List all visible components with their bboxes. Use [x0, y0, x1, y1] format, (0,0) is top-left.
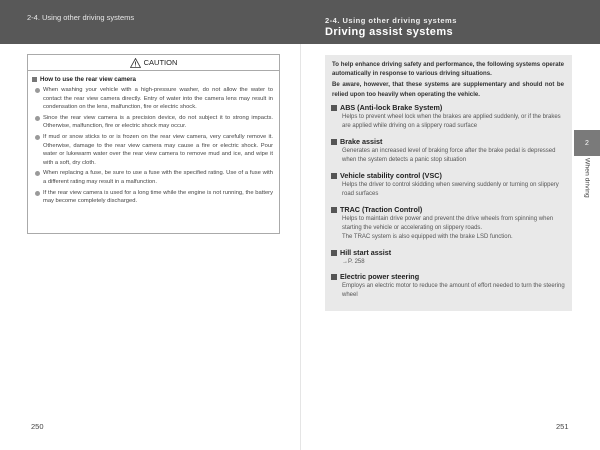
left-page-number: 250: [31, 422, 44, 431]
section-body-text: Employs an electric motor to reduce the amount of effort needed to turn the steering wheel: [342, 283, 565, 298]
section-heading-text: ABS (Anti-lock Brake System): [340, 103, 443, 112]
section-heading: [331, 248, 567, 257]
square-bullet-icon: [331, 105, 337, 111]
bullet-dot-icon: [35, 171, 40, 176]
section-body: [331, 282, 567, 300]
section-body: [331, 181, 567, 199]
caution-item: [32, 133, 273, 167]
square-bullet-icon: [331, 139, 337, 145]
section-body: [331, 215, 567, 242]
section-body: [331, 258, 567, 267]
section-hill-start-assist: [331, 248, 567, 267]
section-body-text: Helps the driver to control skidding when swerving suddenly or turning on slippery road surfaces: [342, 182, 559, 197]
bullet-dot-icon: [35, 116, 40, 121]
section-heading-text: Vehicle stability control (VSC): [340, 171, 442, 180]
chapter-tab-label-text: When driving: [583, 158, 591, 198]
square-bullet-icon: [331, 173, 337, 179]
page-title: Driving assist systems: [325, 26, 454, 38]
right-page-number: 251: [556, 422, 569, 431]
section-vsc: [331, 171, 567, 199]
section-heading-text: Hill start assist: [340, 248, 392, 257]
bullet-dot-icon: [35, 88, 40, 93]
caution-item-text: If the rear view camera is used for a long time while the engine is not running, the battery may become completely discharged.: [43, 189, 273, 205]
caution-item-text: When replacing a fuse, be sure to use a fuse with the specified rating. Use of a fuse with a different rating may result in a malfunction.: [43, 170, 273, 185]
caution-item: [32, 189, 273, 206]
section-body-text: Generates an increased level of braking force after the brake pedal is depressed when the system detects a panic stop situation: [342, 148, 556, 163]
page-reference-link[interactable]: →P. 258: [342, 259, 365, 265]
section-body-text: The TRAC system is also equipped with the brake LSD function.: [342, 233, 513, 240]
section-body: [331, 147, 567, 165]
page-gutter: [300, 44, 301, 450]
caution-item: [32, 169, 273, 186]
section-trac: [331, 205, 567, 242]
caution-heading: [32, 76, 273, 83]
intro-text: [332, 60, 564, 101]
square-bullet-icon: [331, 207, 337, 213]
chapter-tab-number[interactable]: 2: [574, 130, 600, 156]
caution-heading-text: How to use the rear view camera: [40, 76, 136, 83]
content-panel: [325, 55, 572, 311]
section-heading: [331, 103, 567, 112]
caution-item-text: Since the rear view camera is a precision device, do not subject it to strong impacts. Otherwise, malfunction, fire or electric shock may occur.: [43, 114, 273, 130]
caution-item: [32, 86, 273, 112]
section-heading: [331, 171, 567, 180]
section-heading: [331, 205, 567, 214]
bullet-dot-icon: [35, 135, 40, 140]
header-bar: [0, 0, 600, 44]
intro-paragraph: To help enhance driving safety and performance, the following systems operate automatically in response to various driving situations.: [332, 61, 564, 78]
section-heading-text: Brake assist: [340, 137, 383, 146]
section-abs: [331, 103, 567, 131]
section-heading-text: Electric power steering: [340, 272, 420, 281]
chapter-tab-label: [574, 158, 600, 218]
section-body: [331, 113, 567, 131]
caution-list: [32, 86, 273, 206]
warning-triangle-icon: [130, 58, 141, 68]
intro-paragraph: Be aware, however, that these systems are supplementary and should not be relied upon too heavily when operating the vehicle.: [332, 81, 564, 98]
square-bullet-icon: [32, 77, 37, 82]
section-body-text: Helps to maintain drive power and prevent the drive wheels from spinning when starting the vehicle or accelerating on slippery roads.: [342, 216, 554, 231]
section-electric-power-steering: [331, 272, 567, 300]
caution-body: [28, 71, 279, 206]
bullet-dot-icon: [35, 191, 40, 196]
caution-header: [28, 55, 279, 71]
caution-item: [32, 114, 273, 131]
section-brake-assist: [331, 137, 567, 165]
section-heading: [331, 272, 567, 281]
caution-box: [27, 54, 280, 234]
caution-title: CAUTION: [143, 58, 178, 67]
section-heading-text: TRAC (Traction Control): [340, 205, 423, 214]
right-running-head: 2-4. Using other driving systems: [325, 16, 457, 25]
square-bullet-icon: [331, 274, 337, 280]
caution-item-text: When washing your vehicle with a high-pressure washer, do not allow the water to contact the rear view camera directly. Entry of water into the camera lens may result in condensation on the lens, malfunction, fire or electric shock.: [43, 87, 273, 111]
section-body-text: Helps to prevent wheel lock when the brakes are applied suddenly, or if the brakes are applied while driving on a slippery road surface: [342, 114, 561, 129]
caution-item-text: If mud or snow sticks to or is frozen on the rear view camera, very carefully remove it. Otherwise, damage to the rear view camera may cause a fire or electric shock. Pour water or lukewarm water over the rear view camera to remove mud and ice, and wipe it with a soft, dry cloth.: [43, 133, 273, 166]
left-running-head: 2-4. Using other driving systems: [27, 13, 135, 22]
section-heading: [331, 137, 567, 146]
square-bullet-icon: [331, 250, 337, 256]
